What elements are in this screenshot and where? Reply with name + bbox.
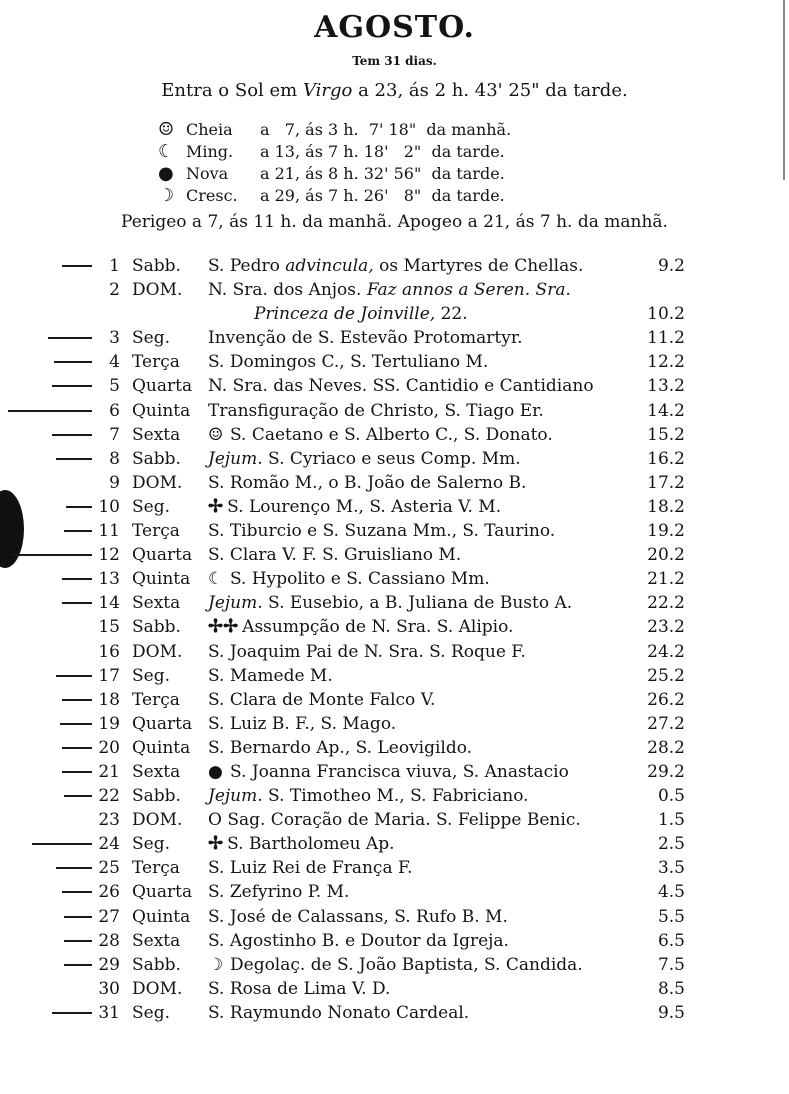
- day-number: 30: [98, 978, 120, 999]
- saints-entry: [208, 350, 488, 374]
- saints-entry: [208, 736, 472, 760]
- weekday: Seg.: [132, 665, 170, 686]
- day-row: [0, 953, 789, 977]
- days-list: [0, 254, 789, 1025]
- saints-text: S. Lourenço M., S. Asteria V. M.: [227, 496, 502, 517]
- day-number: 23: [98, 810, 120, 831]
- saints-entry: [208, 543, 461, 567]
- pen-mark: [56, 867, 92, 869]
- pen-mark: [62, 699, 92, 701]
- pen-mark: [8, 410, 92, 412]
- day-row: [0, 254, 789, 278]
- saints-text: N. Sra. dos Anjos.: [208, 280, 367, 301]
- waxing-moon-icon: ☽: [208, 954, 224, 975]
- pen-mark: [48, 337, 92, 339]
- saints-entry: [208, 1001, 469, 1025]
- saints-text: Invenção de S. Estevão Protomartyr.: [208, 328, 523, 349]
- pen-mark: [64, 916, 92, 918]
- saints-italic: Jejum.: [208, 593, 263, 614]
- cross-icon: ✢✢: [208, 616, 239, 638]
- saints-text: S. Zefyrino P. M.: [208, 882, 350, 903]
- saints-text: S. Bernardo Ap., S. Leovigildo.: [208, 737, 473, 758]
- day-row: [0, 350, 789, 374]
- sun-sign: Virgo: [302, 80, 353, 101]
- saints-text: S. Rosa de Lima V. D.: [208, 978, 391, 999]
- day-number: 7: [109, 424, 120, 445]
- saints-text: S. José de Calassans, S. Rufo B. M.: [208, 906, 508, 927]
- saints-entry: [208, 856, 413, 880]
- moon-phase-row: [158, 118, 618, 140]
- saints-entry: [208, 953, 583, 977]
- day-number: 10: [98, 496, 120, 517]
- new-moon-icon: ●: [208, 761, 223, 782]
- weekday: Quarta: [132, 545, 193, 566]
- saints-italic: Princeza de Joinville,: [254, 304, 436, 325]
- pen-mark: [64, 940, 92, 942]
- month-title: AGOSTO.: [314, 10, 475, 45]
- full-moon-icon: ☺: [158, 118, 175, 140]
- day-number: 28: [98, 930, 120, 951]
- moon-phase-time: a 7, ás 3 h. 7' 18" da manhã.: [260, 119, 512, 139]
- tide-hour: 11.2: [647, 328, 685, 349]
- pen-mark: [54, 361, 92, 363]
- weekday: Terça: [132, 689, 180, 710]
- tide-hour: 25.2: [647, 665, 685, 686]
- weekday: DOM.: [132, 641, 183, 662]
- day-row: [0, 664, 789, 688]
- day-number: 4: [109, 352, 120, 373]
- saints-text: S. Raymundo Nonato Cardeal.: [208, 1002, 470, 1023]
- day-number: 1: [109, 256, 120, 276]
- tide-hour: 24.2: [647, 641, 685, 662]
- tide-hour: 6.5: [657, 930, 685, 951]
- weekday: Quinta: [132, 737, 191, 758]
- moon-phase-name: Cheia: [186, 119, 233, 139]
- moon-phase-name: Ming.: [186, 141, 234, 161]
- cross-icon: ✢: [208, 495, 224, 517]
- tide-hour: 3.5: [657, 858, 685, 879]
- waning-moon-icon: ☾: [208, 569, 224, 590]
- saints-text: S. Mamede M.: [208, 665, 333, 686]
- day-number: 2: [109, 280, 120, 301]
- pen-mark: [12, 554, 92, 556]
- day-number: 5: [109, 376, 120, 397]
- waxing-moon-icon: ☽: [158, 184, 175, 206]
- saints-text: S. Clara V. F. S. Gruisliano M.: [208, 545, 462, 566]
- tide-hour: 20.2: [647, 545, 685, 566]
- moon-phase-row: [158, 184, 618, 206]
- weekday: Quinta: [132, 400, 191, 421]
- saints-entry: [208, 591, 572, 615]
- pen-mark: [62, 265, 92, 267]
- saints-text: S. Luiz Rei de França F.: [208, 858, 413, 879]
- weekday: Quarta: [132, 376, 193, 397]
- moon-phase-time: a 13, ás 7 h. 18' 2" da tarde.: [260, 141, 505, 161]
- saints-text: S. Luiz B. F., S. Mago.: [208, 713, 397, 734]
- day-number: 19: [98, 713, 120, 734]
- saints-entry: [208, 278, 571, 302]
- weekday: Sexta: [132, 761, 181, 782]
- saints-entry: [208, 399, 544, 423]
- day-row: [0, 856, 789, 880]
- day-number: 18: [98, 689, 120, 710]
- day-row: [0, 495, 789, 519]
- tide-hour: 7.5: [657, 954, 685, 975]
- tide-hour: 4.5: [657, 882, 685, 903]
- waning-moon-icon: ☾: [158, 140, 175, 162]
- pen-mark: [56, 675, 92, 677]
- tide-hour: 23.2: [647, 617, 685, 638]
- weekday: Terça: [132, 352, 180, 373]
- tide-hour: 2.5: [657, 834, 685, 855]
- day-number: 6: [109, 400, 120, 421]
- weekday: Seg.: [132, 834, 170, 855]
- day-row: [0, 736, 789, 760]
- day-number: 22: [98, 786, 120, 807]
- saints-italic: Jejum.: [208, 786, 263, 807]
- tide-hour: 10.2: [647, 304, 685, 325]
- saints-italic: Jejum.: [208, 448, 263, 469]
- day-row: [0, 929, 789, 953]
- moon-phase-row: [158, 140, 618, 162]
- day-number: 21: [98, 761, 120, 782]
- pen-mark: [52, 434, 92, 436]
- moon-phase-name: Nova: [186, 163, 229, 183]
- tide-hour: 21.2: [647, 569, 685, 590]
- saints-text: S. Joanna Francisca viuva, S. Anastacio: [230, 761, 569, 782]
- day-row: [0, 760, 789, 784]
- day-number: 3: [109, 328, 120, 349]
- tide-hour: 26.2: [647, 689, 685, 710]
- day-continuation-row: [0, 302, 789, 326]
- tide-hour: 9.2: [657, 256, 685, 276]
- day-row: [0, 543, 789, 567]
- saints-entry: [208, 567, 490, 591]
- day-number: 9: [109, 472, 120, 493]
- saints-entry: [208, 374, 594, 398]
- saints-italic: advincula,: [285, 256, 374, 276]
- weekday: Quarta: [132, 882, 193, 903]
- saints-text: S. Clara de Monte Falco V.: [208, 689, 436, 710]
- pen-mark: [32, 843, 92, 845]
- tide-hour: 27.2: [647, 713, 685, 734]
- weekday: Sabb.: [132, 617, 181, 638]
- tide-hour: 8.5: [657, 978, 685, 999]
- saints-entry: [208, 447, 521, 471]
- saints-entry: [208, 688, 435, 712]
- weekday: Quinta: [132, 569, 191, 590]
- weekday: Quinta: [132, 906, 191, 927]
- weekday: Seg.: [132, 1002, 170, 1023]
- pen-mark: [64, 530, 92, 532]
- weekday: Terça: [132, 521, 180, 542]
- saints-entry: [208, 808, 581, 832]
- saints-text: S. Cyriaco e seus Comp. Mm.: [262, 448, 521, 469]
- saints-text: S. Pedro: [208, 256, 286, 276]
- moon-phase-row: [158, 162, 618, 184]
- day-row: [0, 977, 789, 1001]
- tide-hour: 12.2: [647, 352, 685, 373]
- saints-entry: [254, 302, 468, 326]
- pen-mark: [62, 602, 92, 604]
- pen-mark: [52, 1012, 92, 1014]
- weekday: Quarta: [132, 713, 193, 734]
- saints-entry: [208, 615, 513, 639]
- saints-italic: Faz annos a Seren. Sra.: [366, 280, 571, 301]
- pen-mark: [62, 747, 92, 749]
- tide-hour: 9.5: [657, 1002, 685, 1023]
- saints-entry: [208, 640, 526, 664]
- saints-text: Assumpção de N. Sra. S. Alipio.: [242, 617, 514, 638]
- day-row: [0, 567, 789, 591]
- saints-entry: [208, 254, 583, 278]
- saints-text: Transfiguração de Christo, S. Tiago Er.: [208, 400, 544, 421]
- day-row: [0, 326, 789, 350]
- perigee-apogee-line: Perigeo a 7, ás 11 h. da manhã. Apogeo a 21, ás 7 h. da manhã.: [121, 212, 668, 232]
- saints-entry: [208, 977, 390, 1001]
- sun-entry-prefix: Entra o Sol em: [161, 80, 303, 101]
- day-row: [0, 374, 789, 398]
- day-row: [0, 615, 789, 639]
- pen-mark: [56, 458, 92, 460]
- tide-hour: 18.2: [647, 496, 685, 517]
- saints-text: S. Caetano e S. Alberto C., S. Donato.: [230, 424, 553, 445]
- day-number: 12: [98, 545, 120, 566]
- day-row: [0, 712, 789, 736]
- new-moon-icon: ●: [158, 162, 174, 184]
- moon-phase-time: a 29, ás 7 h. 26' 8" da tarde.: [260, 185, 505, 205]
- day-number: 24: [98, 834, 120, 855]
- tide-hour: 19.2: [647, 521, 685, 542]
- saints-entry: [208, 760, 569, 784]
- day-number: 16: [98, 641, 120, 662]
- pen-mark: [64, 964, 92, 966]
- day-row: [0, 640, 789, 664]
- pen-mark: [66, 506, 92, 508]
- saints-entry: [208, 423, 553, 447]
- day-row: [0, 808, 789, 832]
- day-row: [0, 399, 789, 423]
- moon-phases: [158, 118, 618, 206]
- weekday: DOM.: [132, 472, 183, 493]
- day-row: [0, 784, 789, 808]
- saints-entry: [208, 905, 508, 929]
- day-number: 11: [98, 521, 120, 542]
- weekday: Sabb.: [132, 256, 181, 276]
- weekday: Seg.: [132, 496, 170, 517]
- saints-text: S. Joaquim Pai de N. Sra. S. Roque F.: [208, 641, 526, 662]
- tide-hour: 0.5: [657, 786, 685, 807]
- tide-hour: 22.2: [647, 593, 685, 614]
- tide-hour: 17.2: [647, 472, 685, 493]
- saints-entry: [208, 471, 526, 495]
- tide-hour: 14.2: [647, 400, 685, 421]
- pen-mark: [62, 578, 92, 580]
- weekday: Sabb.: [132, 954, 181, 975]
- saints-text: 22.: [435, 304, 468, 325]
- saints-text: O Sag. Coração de Maria. S. Felippe Benic.: [208, 810, 581, 831]
- day-number: 25: [98, 858, 120, 879]
- saints-text: N. Sra. das Neves. SS. Cantidio e Cantidiano: [208, 376, 594, 397]
- day-number: 29: [98, 954, 120, 975]
- day-row: [0, 423, 789, 447]
- saints-text: S. Domingos C., S. Tertuliano M.: [208, 352, 489, 373]
- pen-mark: [64, 795, 92, 797]
- pen-mark: [62, 891, 92, 893]
- saints-text: S. Agostinho B. e Doutor da Igreja.: [208, 930, 509, 951]
- cross-icon: ✢: [208, 833, 224, 855]
- pen-mark: [62, 771, 92, 773]
- day-number: 27: [98, 906, 120, 927]
- weekday: Sexta: [132, 593, 181, 614]
- day-number: 20: [98, 737, 120, 758]
- saints-text: S. Tiburcio e S. Suzana Mm., S. Taurino.: [208, 521, 556, 542]
- sun-entry-suffix: a 23, ás 2 h. 43' 25" da tarde.: [352, 80, 628, 101]
- day-number: 26: [98, 882, 120, 903]
- day-row: [0, 278, 789, 302]
- saints-entry: [208, 784, 529, 808]
- day-number: 13: [98, 569, 120, 590]
- weekday: DOM.: [132, 978, 183, 999]
- saints-text: os Martyres de Chellas.: [373, 256, 584, 276]
- sun-entry-line: [0, 80, 789, 101]
- weekday: DOM.: [132, 810, 183, 831]
- saints-entry: [208, 929, 509, 953]
- saints-entry: [208, 664, 333, 688]
- full-moon-icon: ☺: [208, 424, 224, 445]
- weekday: Sabb.: [132, 786, 181, 807]
- tide-hour: 13.2: [647, 376, 685, 397]
- moon-phase-time: a 21, ás 8 h. 32' 56" da tarde.: [260, 163, 505, 183]
- moon-phase-name: Cresc.: [186, 185, 238, 205]
- day-row: [0, 471, 789, 495]
- day-number: 14: [98, 593, 120, 614]
- day-row: [0, 688, 789, 712]
- tide-hour: 1.5: [657, 810, 685, 831]
- weekday: Sexta: [132, 930, 181, 951]
- pen-mark: [52, 385, 92, 387]
- saints-entry: [208, 326, 523, 350]
- saints-entry: [208, 495, 501, 519]
- day-row: [0, 880, 789, 904]
- saints-entry: [208, 880, 349, 904]
- day-row: [0, 832, 789, 856]
- day-row: [0, 905, 789, 929]
- weekday: Terça: [132, 858, 180, 879]
- day-row: [0, 519, 789, 543]
- days-count: Tem 31 dias.: [352, 54, 437, 68]
- saints-entry: [208, 832, 394, 856]
- tide-hour: 5.5: [657, 906, 685, 927]
- day-number: 31: [98, 1002, 120, 1023]
- weekday: Sexta: [132, 424, 181, 445]
- saints-entry: [208, 712, 396, 736]
- day-number: 8: [109, 448, 120, 469]
- saints-text: Degolaç. de S. João Baptista, S. Candida.: [230, 954, 583, 975]
- day-row: [0, 591, 789, 615]
- weekday: DOM.: [132, 280, 183, 301]
- tide-hour: 28.2: [647, 737, 685, 758]
- weekday: Sabb.: [132, 448, 181, 469]
- day-row: [0, 447, 789, 471]
- tide-hour: 15.2: [647, 424, 685, 445]
- pen-mark: [60, 723, 92, 725]
- saints-text: S. Eusebio, a B. Juliana de Busto A.: [262, 593, 573, 614]
- day-row: [0, 1001, 789, 1025]
- tide-hour: 29.2: [647, 761, 685, 782]
- saints-text: S. Bartholomeu Ap.: [227, 834, 395, 855]
- day-number: 17: [98, 665, 120, 686]
- saints-text: S. Hypolito e S. Cassiano Mm.: [230, 569, 490, 590]
- day-number: 15: [98, 617, 120, 638]
- saints-text: S. Timotheo M., S. Fabriciano.: [262, 786, 529, 807]
- saints-entry: [208, 519, 555, 543]
- tide-hour: 16.2: [647, 448, 685, 469]
- saints-text: S. Romão M., o B. João de Salerno B.: [208, 472, 527, 493]
- weekday: Seg.: [132, 328, 170, 349]
